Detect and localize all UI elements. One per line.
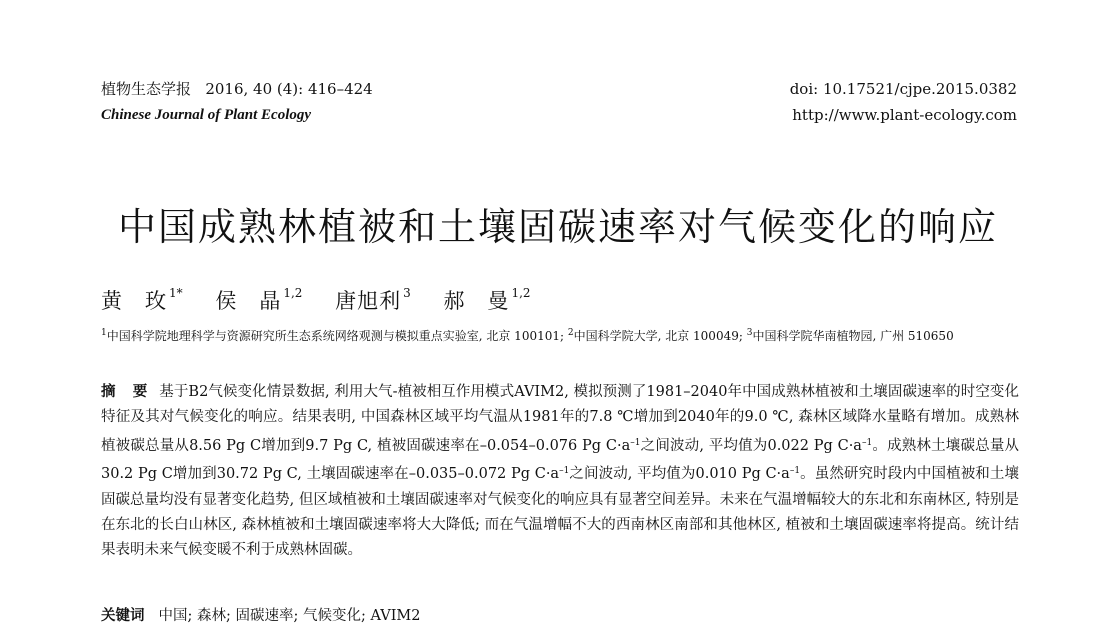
author-name: 黄 玫: [101, 289, 167, 313]
author-affiliation-mark: 1,2: [511, 286, 531, 300]
affiliation-3: 中国科学院华南植物园, 广州 510650: [752, 329, 954, 343]
affiliation-mark: 1: [101, 328, 107, 338]
unit-exponent: –1: [559, 466, 570, 477]
author-affiliation-mark: 1*: [169, 286, 183, 300]
author-name: 侯 晶: [215, 289, 282, 313]
author-affiliation-mark: 1,2: [283, 286, 303, 300]
author-affiliation-mark: 3: [403, 286, 411, 300]
abstract-label: 摘 要: [101, 384, 154, 400]
author: [335, 276, 411, 318]
affiliation-mark: 3: [746, 328, 753, 338]
affiliation-2: 中国科学院大学, 北京 100049;: [573, 329, 747, 343]
abstract-text: 之间波动, 平均值为0.022 Pg C·a: [640, 437, 862, 454]
journal-name-cn: 植物生态学报: [101, 80, 192, 98]
journal-citation: 2016, 40 (4): 416–424: [205, 80, 373, 98]
abstract: [101, 380, 1019, 564]
abstract-text: 之间波动, 平均值为0.010 Pg C·a: [569, 466, 790, 483]
affiliation-1: 中国科学院地理科学与资源研究所生态系统网络观测与模拟重点实验室, 北京 100101;: [106, 329, 568, 343]
abstract-text: 。成熟林土壤碳总量从30.2 Pg C增加到30.72 Pg C, 土壤固碳速率在–0.035–0.072 Pg C·a: [101, 437, 1020, 483]
keywords: [101, 603, 421, 629]
abstract-text: 基于B2气候变化情景数据, 利用大气-植被相互作用模式AVIM2, 模拟预测了1981–2040年中国成熟林植被和土壤固碳速率的时空变化特征及其对气候变化的响应。结果表明, 中国森林区域平均气温从1981年的7.8 ℃增加到2040年的9.0 ℃, 森林区域降水量略有增加。成熟林植被碳总量从8.56 Pg C增加到9.7 Pg C, 植被固碳速率在–0.054–0.076 Pg C·a: [101, 384, 1019, 454]
author-name: 唐旭利: [335, 289, 402, 313]
doi-header: [790, 76, 1017, 128]
journal-name-en: Chinese Journal of Plant Ecology: [101, 107, 312, 123]
author-name: 郝 曼: [443, 289, 510, 313]
author-list: [101, 276, 557, 318]
author: [443, 276, 530, 318]
paper-title: 中国成熟林植被和土壤固碳速率对气候变化的响应: [117, 205, 998, 249]
journal-url[interactable]: http://www.plant-ecology.com: [792, 106, 1017, 124]
doi[interactable]: doi: 10.17521/cjpe.2015.0382: [789, 80, 1017, 98]
journal-header: [101, 76, 373, 128]
affiliations: [101, 321, 1021, 348]
unit-exponent: –1: [789, 466, 801, 477]
keywords-text: 中国; 森林; 固碳速率; 气候变化; AVIM2: [158, 608, 421, 624]
author: [101, 276, 183, 318]
abstract-text: 。虽然研究时段内中国植被和土壤固碳总量均没有显著变化趋势, 但区域植被和土壤固碳速率对气候变化的响应具有显著空间差异。未来在气温增幅较大的东北和东南林区, 特别是在东北的长白山林区, 森林植被和土壤固碳速率将大大降低; 而在气温增幅不大的西南林区南部和其他林区, 植被和土壤固碳速率将提高。统计结果表明未来气候变暖不利于成熟林固碳。: [101, 466, 1019, 559]
unit-exponent: –1: [861, 437, 873, 448]
keywords-label: 关键词: [101, 608, 145, 624]
journal-citation-line: [101, 76, 373, 102]
unit-exponent: –1: [630, 437, 641, 448]
author: [215, 276, 302, 318]
affiliation-mark: 2: [567, 328, 574, 338]
